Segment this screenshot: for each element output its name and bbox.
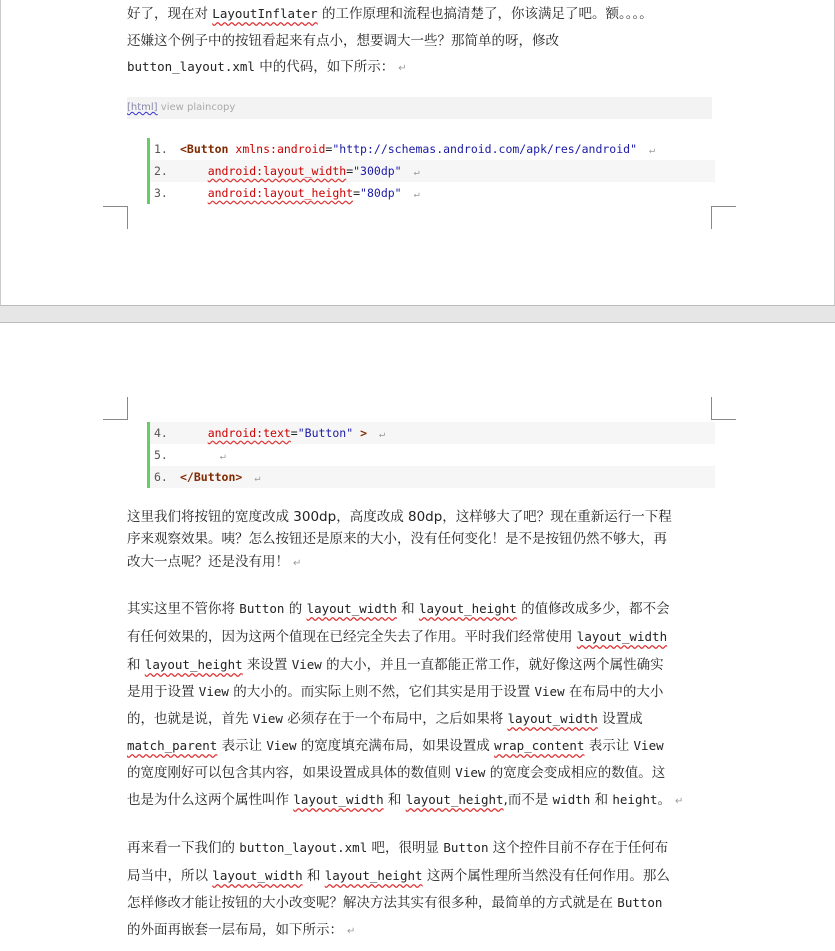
paragraph-mark-icon: ↵ — [254, 473, 261, 484]
text-run: 的 — [284, 601, 307, 617]
intro-paragraph-line — [127, 31, 559, 51]
code-token: "300dp" — [353, 164, 402, 178]
margin-corner-mark — [711, 206, 736, 229]
text-run: 的宽度会变成相应的数值。这 — [485, 765, 666, 781]
result-paragraph-line — [127, 552, 301, 574]
inline-code: layout_height — [144, 657, 243, 672]
paragraph-mark-icon: ↵ — [379, 429, 386, 440]
inline-code: layout_width — [293, 792, 384, 807]
text-run: 也是为什么这两个属性叫作 — [127, 792, 294, 808]
code-token: android:layout_height — [207, 186, 354, 200]
margin-corner-mark — [711, 397, 736, 420]
inline-code: Button — [443, 840, 489, 855]
intro-paragraph-line — [127, 4, 653, 24]
code-token: xmlns:android — [235, 142, 326, 156]
explanation-paragraph-line — [127, 599, 670, 619]
code-token: android:text — [207, 426, 291, 440]
text-run: 中的代码，如下所示： — [254, 59, 395, 75]
text-run: 这里我们将按钮的宽度改成 300dp，高度改成 80dp，这样够大了吧？现在重新运行一下程 — [127, 509, 672, 525]
text-run: 必须存在于一个布局中，之后如果将 — [282, 711, 508, 727]
inline-code: Button — [239, 601, 285, 616]
text-run: 是用于设置 — [127, 684, 199, 700]
explanation-paragraph-line — [127, 790, 683, 812]
text-run: 的值修改成多少，都不会 — [516, 601, 670, 617]
inline-code: View — [266, 738, 297, 753]
text-run: 序来观察效果。咦？怎么按钮还是原来的大小，没有任何变化！是不是按钮仍然不够大，再 — [127, 531, 667, 547]
code-token: > — [360, 426, 367, 440]
text-run: 和 — [127, 657, 145, 673]
explanation-paragraph-line — [127, 655, 664, 675]
explanation-paragraph-line — [127, 627, 667, 647]
inline-code: View — [252, 711, 283, 726]
text-run: 的工作原理和流程也搞清楚了，你该满足了吧。额。。。。 — [317, 6, 653, 22]
text-run: 表示让 — [217, 738, 267, 754]
code-token: <Button — [180, 142, 229, 156]
text-run: 有任何效果的，因为这两个值现在已经完全失去了作用。平时我们经常使用 — [127, 629, 577, 645]
view-plain-copy-link[interactable]: view plaincopy — [160, 102, 236, 113]
code-language-link[interactable]: [html] — [127, 102, 158, 113]
code-token: "http://schemas.android.com/apk/res/android" — [332, 142, 637, 156]
code-token: "Button" — [297, 426, 354, 440]
text-run: 的大小的。而实际上则不然，它们其实是用于设置 — [228, 684, 535, 700]
paragraph-mark-icon: ↵ — [675, 796, 684, 807]
text-run: 和 — [383, 792, 406, 808]
text-run: 好了，现在对 — [127, 6, 213, 22]
paragraph-mark-icon: ↵ — [413, 167, 420, 178]
code-token — [180, 186, 208, 200]
text-run: 表示让 — [584, 738, 634, 754]
code-line — [147, 444, 715, 466]
text-run: 的，也就是说，首先 — [127, 711, 253, 727]
text-run: 改大一点呢？还是没有用！ — [127, 554, 289, 570]
inline-code: layout_height — [324, 868, 423, 883]
inline-code: button_layout.xml — [127, 59, 255, 74]
code-token — [180, 164, 208, 178]
solution-paragraph-line — [127, 838, 668, 858]
line-number: 2. — [154, 164, 168, 178]
text-run: 其实这里不管你将 — [127, 601, 240, 617]
code-token — [180, 426, 208, 440]
solution-paragraph-line — [127, 920, 355, 942]
text-run: ,而不是 — [503, 792, 553, 808]
line-number: 1. — [154, 142, 168, 156]
code-line — [147, 138, 715, 160]
line-number: 4. — [154, 426, 168, 440]
code-token: = — [325, 142, 333, 156]
text-run: 在布局中的大小 — [564, 684, 664, 700]
inline-code: View — [534, 684, 565, 699]
code-line — [147, 466, 715, 488]
line-number: 3. — [154, 186, 168, 200]
inline-code: LayoutInflater — [212, 6, 318, 21]
page-gap — [0, 305, 835, 323]
inline-code: View — [291, 657, 322, 672]
text-run: 设置成 — [597, 711, 643, 727]
inline-code: button_layout.xml — [239, 840, 368, 855]
inline-code: layout_width — [306, 601, 397, 616]
text-run: 局当中，所以 — [127, 868, 213, 884]
inline-code: View — [198, 684, 229, 699]
margin-corner-mark — [103, 397, 128, 420]
text-run: 怎样修改才能让按钮的大小改变呢？解决方法其实有很多种，最简单的方式就是在 — [127, 895, 618, 911]
inline-code: layout_height — [418, 601, 517, 616]
text-run: 来设置 — [242, 657, 292, 673]
text-run: 这两个属性理所当然没有任何作用。那么 — [422, 868, 670, 884]
text-run: 这个控件目前不存在于任何布 — [488, 840, 669, 856]
paragraph-mark-icon: ↵ — [398, 63, 407, 74]
code-token — [180, 448, 208, 462]
text-run: 吧，很明显 — [367, 840, 444, 856]
inline-code: wrap_content — [494, 738, 585, 753]
margin-corner-mark — [103, 206, 128, 229]
inline-code: layout_width — [507, 711, 598, 726]
text-run: 的大小，并且一直都能正常工作，就好像这两个属性确实 — [321, 657, 664, 673]
code-line — [147, 422, 715, 444]
explanation-paragraph-line — [127, 763, 665, 783]
text-run: 和 — [590, 792, 613, 808]
solution-paragraph-line — [127, 893, 662, 913]
inline-code: height — [612, 792, 658, 807]
code-line — [147, 182, 715, 204]
code-token: = — [290, 426, 298, 440]
paragraph-mark-icon: ↵ — [649, 145, 656, 156]
explanation-paragraph-line — [127, 709, 643, 729]
paragraph-mark-icon: ↵ — [347, 926, 356, 937]
inline-code: match_parent — [127, 738, 218, 753]
code-token: "80dp" — [360, 186, 402, 200]
text-run: 和 — [396, 601, 419, 617]
inline-code: layout_width — [212, 868, 303, 883]
inline-code: layout_width — [576, 629, 668, 644]
text-run: 还嫌这个例子中的按钮看起来有点小，想要调大一些？那简单的呀，修改 — [127, 33, 559, 49]
line-number: 5. — [154, 448, 168, 462]
inline-code: View — [455, 765, 486, 780]
result-paragraph-line — [127, 507, 672, 527]
code-token: = — [353, 186, 361, 200]
solution-paragraph-line — [127, 866, 670, 886]
inline-code: width — [552, 792, 591, 807]
page-left-edge — [0, 0, 1, 305]
code-token: </Button> — [180, 470, 243, 484]
code-token: android:layout_width — [207, 164, 347, 178]
code-token: = — [346, 164, 354, 178]
line-number: 6. — [154, 470, 168, 484]
text-run: 的宽度刚好可以包含其内容，如果设置成具体的数值则 — [127, 765, 456, 781]
code-line — [147, 160, 715, 182]
text-run: 的外面再嵌套一层布局，如下所示： — [127, 922, 343, 938]
inline-code: View — [633, 738, 664, 753]
inline-code: layout_height — [405, 792, 504, 807]
explanation-paragraph-line — [127, 682, 663, 702]
text-run: 和 — [302, 868, 325, 884]
intro-paragraph-line — [127, 57, 407, 79]
text-run: 的宽度填充满布局，如果设置成 — [296, 738, 495, 754]
code-toolbar — [127, 97, 712, 119]
explanation-paragraph-line — [127, 736, 664, 756]
text-run: 。 — [657, 792, 672, 808]
inline-code: Button — [617, 895, 663, 910]
paragraph-mark-icon: ↵ — [293, 558, 302, 569]
paragraph-mark-icon: ↵ — [413, 189, 420, 200]
paragraph-mark-icon: ↵ — [219, 451, 226, 462]
text-run: 再来看一下我们的 — [127, 840, 240, 856]
result-paragraph-line — [127, 529, 667, 549]
